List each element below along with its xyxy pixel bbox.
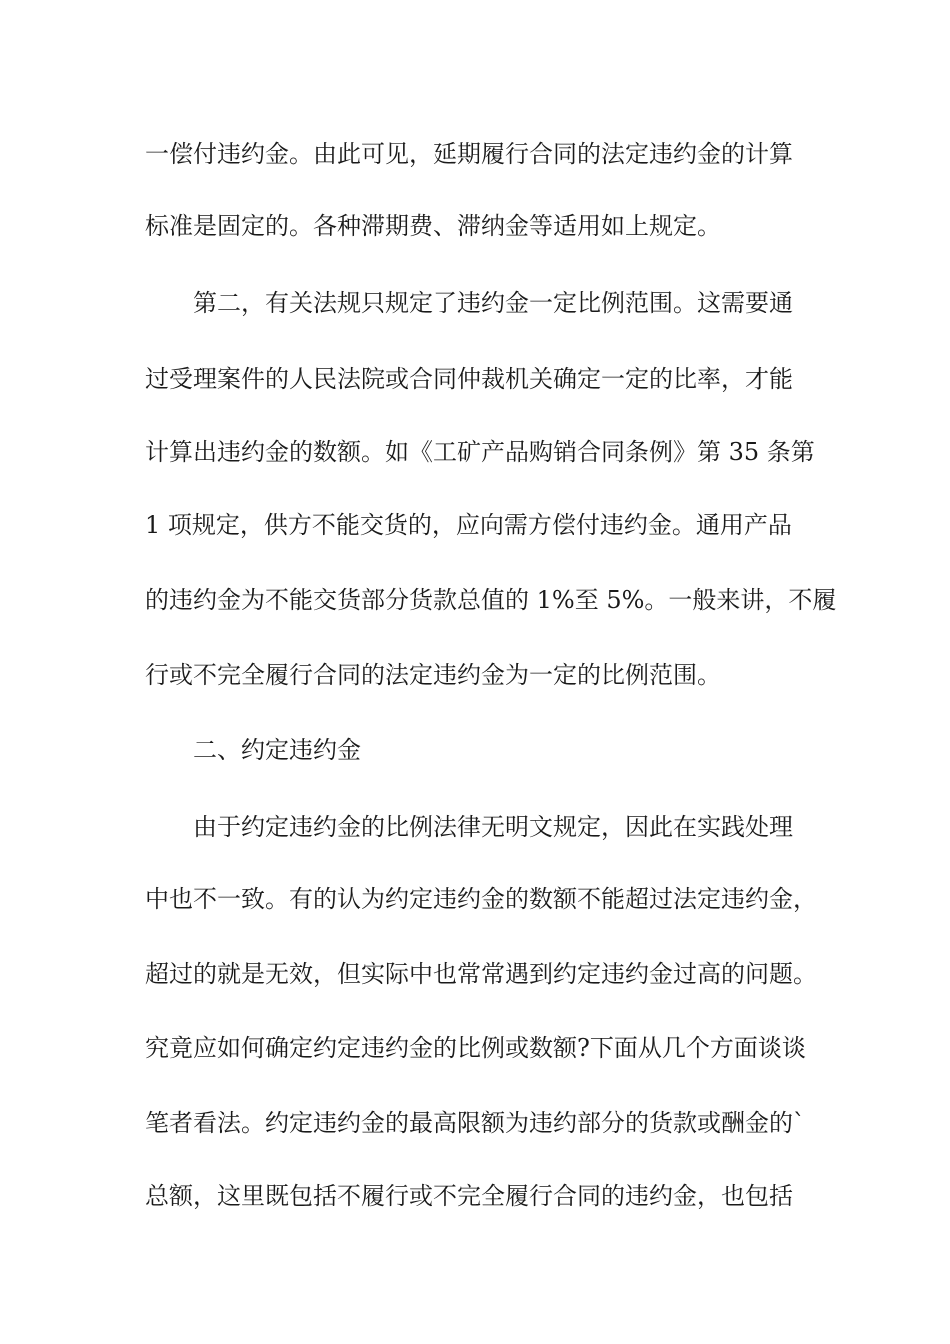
text-line: 的违约金为不能交货部分货款总值的 1%至 5%。一般来讲，不履 bbox=[145, 586, 837, 614]
paragraph-start-line: 由于约定违约金的比例法律无明文规定，因此在实践处理 bbox=[145, 813, 793, 841]
paragraph-start-line: 第二，有关法规只规定了违约金一定比例范围。这需要通 bbox=[145, 289, 793, 317]
text-line: 计算出违约金的数额。如《工矿产品购销合同条例》第 35 条第 bbox=[145, 438, 815, 466]
text-line: 行或不完全履行合同的法定违约金为一定的比例范围。 bbox=[145, 661, 721, 689]
text-line: 超过的就是无效，但实际中也常常遇到约定违约金过高的问题。 bbox=[145, 960, 817, 988]
text-line: 一偿付违约金。由此可见，延期履行合同的法定违约金的计算 bbox=[145, 140, 793, 168]
text-line: 笔者看法。约定违约金的最高限额为违约部分的货款或酬金的` bbox=[145, 1109, 805, 1137]
text-line: 标准是固定的。各种滞期费、滞纳金等适用如上规定。 bbox=[145, 212, 721, 240]
section-heading: 二、约定违约金 bbox=[145, 736, 361, 764]
text-line: 中也不一致。有的认为约定违约金的数额不能超过法定违约金， bbox=[145, 885, 817, 913]
text-line: 1 项规定，供方不能交货的，应向需方偿付违约金。通用产品 bbox=[145, 511, 792, 539]
text-line: 过受理案件的人民法院或合同仲裁机关确定一定的比率，才能 bbox=[145, 365, 793, 393]
text-line: 总额，这里既包括不履行或不完全履行合同的违约金，也包括 bbox=[145, 1182, 793, 1210]
text-line: 究竟应如何确定约定违约金的比例或数额?下面从几个方面谈谈 bbox=[145, 1034, 806, 1062]
